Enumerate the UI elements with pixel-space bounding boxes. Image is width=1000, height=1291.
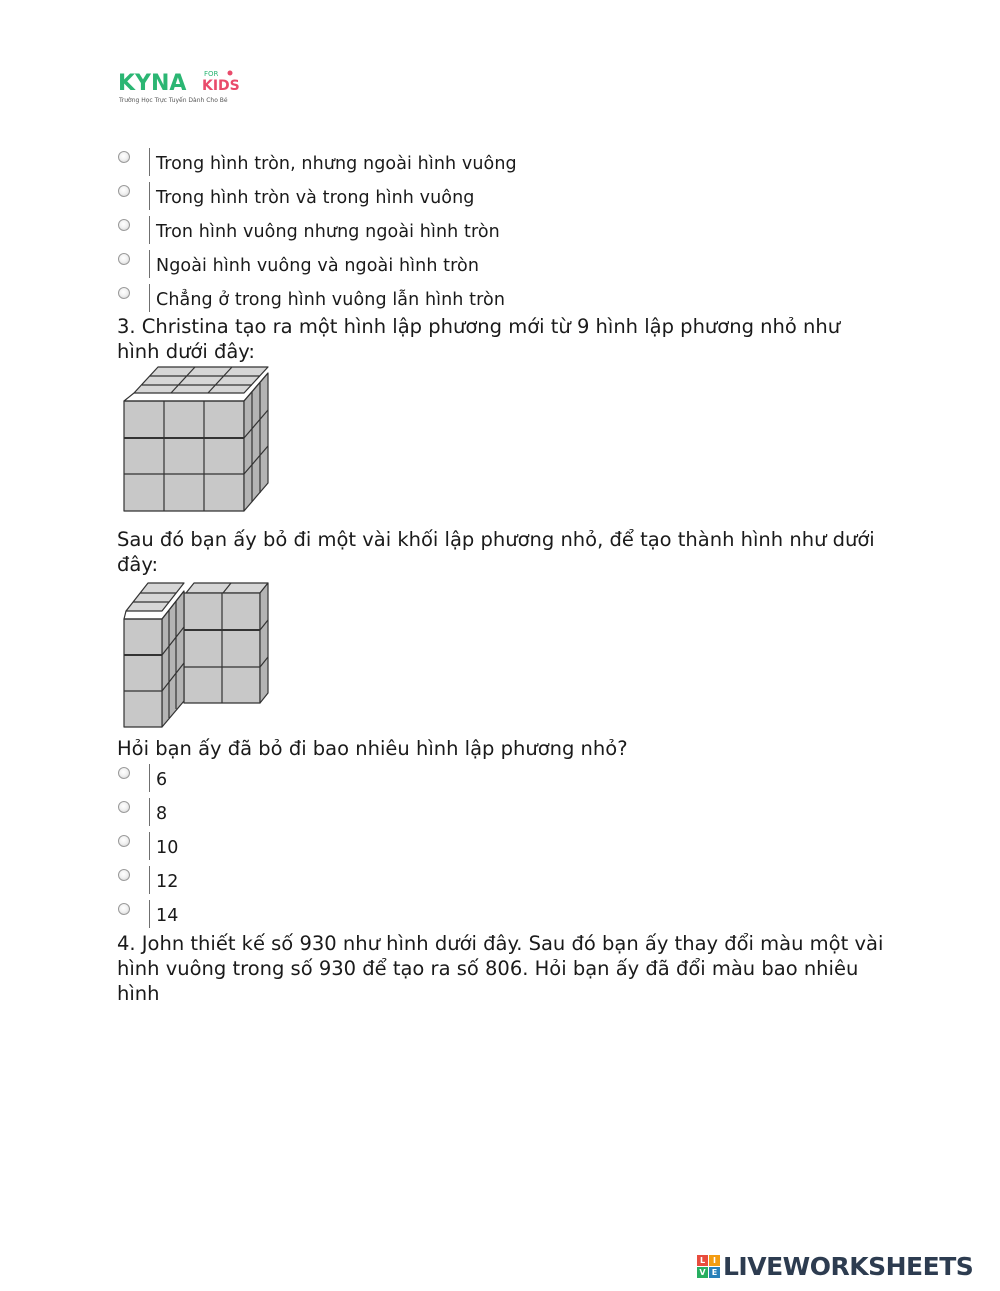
badge-letter: E: [709, 1267, 720, 1278]
liveworksheets-badge-icon: [697, 1255, 720, 1278]
kyna-kids-logo: [118, 66, 248, 110]
divider: [149, 866, 150, 894]
divider: [149, 798, 150, 826]
q3-options: [118, 766, 179, 936]
divider: [149, 900, 150, 928]
radio-button[interactable]: [118, 219, 130, 231]
q2-option-label: Trong hình tròn, nhưng ngoài hình vuông: [156, 154, 517, 174]
radio-button[interactable]: [118, 767, 130, 779]
radio-button[interactable]: [118, 903, 130, 915]
divider: [149, 832, 150, 860]
q2-option-label: Tron hình vuông nhưng ngoài hình tròn: [156, 222, 500, 242]
logo-kids: KIDS: [202, 78, 240, 94]
badge-letter: V: [697, 1267, 708, 1278]
logo-brand: KYNA: [118, 71, 187, 96]
q2-option-label: Trong hình tròn và trong hình vuông: [156, 188, 475, 208]
q4-prompt: 4. John thiết kế số 930 như hình dưới đây. Sau đó bạn ấy thay đổi màu một vài hình vuông trong số 930 để tạo ra số 806. Hỏi bạn ấy đã đổi màu bao nhiêu hình: [117, 932, 884, 1005]
divider: [149, 216, 150, 244]
q3-option-2[interactable]: [118, 800, 168, 834]
divider: [149, 250, 150, 278]
badge-letter: L: [697, 1255, 708, 1266]
radio-button[interactable]: [118, 801, 130, 813]
divider: [149, 182, 150, 210]
divider: [149, 148, 150, 176]
liveworksheets-text: LIVEWORKSHEETS: [723, 1252, 974, 1281]
radio-button[interactable]: [118, 253, 130, 265]
divider: [149, 284, 150, 312]
q3-option-label: 8: [156, 804, 168, 824]
full-cube-figure: [122, 365, 272, 515]
reduced-cube-figure: [122, 581, 272, 731]
divider: [149, 764, 150, 792]
logo-dot-icon: [228, 71, 233, 76]
radio-button[interactable]: [118, 151, 130, 163]
radio-button[interactable]: [118, 185, 130, 197]
q2-option-label: Ngoài hình vuông và ngoài hình tròn: [156, 256, 480, 276]
q2-option-label: Chẳng ở trong hình vuông lẫn hình tròn: [156, 290, 506, 310]
q2-option-1[interactable]: [118, 150, 517, 184]
q3-option-1[interactable]: [118, 766, 168, 800]
q2-option-2[interactable]: [118, 184, 475, 218]
q3-option-label: 6: [156, 770, 168, 790]
q3-option-3[interactable]: [118, 834, 179, 868]
q3-option-label: 10: [156, 838, 179, 858]
q3-option-label: 12: [156, 872, 179, 892]
logo-tagline: Trường Học Trực Tuyến Dành Cho Bé: [119, 97, 228, 104]
q3-prompt: 3. Christina tạo ra một hình lập phương mới từ 9 hình lập phương nhỏ như hình dưới đây:: [117, 315, 841, 363]
q2-option-4[interactable]: [118, 252, 480, 286]
radio-button[interactable]: [118, 869, 130, 881]
q2-option-3[interactable]: [118, 218, 500, 252]
q3-option-4[interactable]: [118, 868, 179, 902]
q3-after-text: Sau đó bạn ấy bỏ đi một vài khối lập phương nhỏ, để tạo thành hình như dưới đây:: [117, 528, 875, 576]
q3-question: Hỏi bạn ấy đã bỏ đi bao nhiêu hình lập phương nhỏ?: [117, 737, 628, 760]
q2-options: [118, 150, 517, 320]
liveworksheets-brand: [697, 1252, 973, 1281]
badge-letter: I: [709, 1255, 720, 1266]
radio-button[interactable]: [118, 835, 130, 847]
q3-option-label: 14: [156, 906, 179, 926]
radio-button[interactable]: [118, 287, 130, 299]
logo-for: FOR: [204, 70, 219, 78]
